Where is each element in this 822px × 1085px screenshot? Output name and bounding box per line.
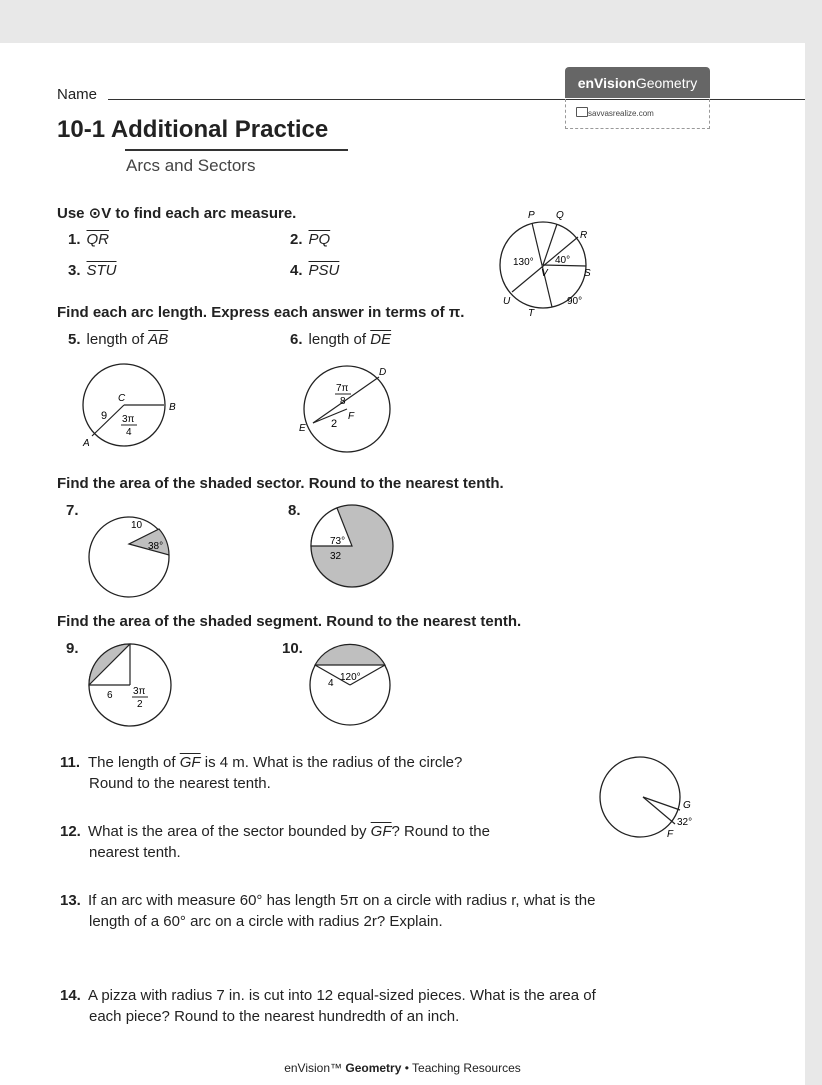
worksheet-page — [0, 43, 805, 1085]
url-text: savvasrealize.com — [588, 109, 654, 118]
page-subtitle: Arcs and Sectors — [126, 156, 256, 175]
angle-73: 73° — [330, 536, 346, 547]
label-B: B — [169, 402, 176, 413]
question-13: 13. If an arc with measure 60° has length 5π on a circle with radius r, what is the length of a 60° arc on a circle with radius 2r? Explain. — [60, 892, 596, 930]
label-D: D — [379, 367, 387, 378]
brand-light: Geometry — [635, 74, 698, 91]
label-C: C — [118, 393, 126, 404]
q2-arc: $\overline{PQ}$ — [308, 231, 331, 248]
question-3 — [68, 262, 117, 279]
q6-num: 6. — [290, 331, 303, 348]
q5-num: 5. — [68, 331, 81, 348]
title-underline — [125, 149, 348, 151]
q8-num: 8. — [288, 502, 301, 519]
label-P: P — [528, 210, 535, 221]
figure-5 — [78, 361, 188, 456]
section1-heading: Use ⊙V to find each arc measure. — [57, 205, 297, 222]
brand-banner — [565, 67, 710, 98]
figure-10 — [308, 643, 398, 733]
q5-text: length of — [86, 331, 149, 348]
figure-8 — [310, 503, 400, 593]
label-F: F — [667, 829, 674, 840]
angle-den: 2 — [137, 699, 143, 710]
angle-120: 120° — [340, 672, 361, 683]
figure-9 — [85, 638, 180, 733]
radius-2: 2 — [331, 418, 338, 430]
figure-11 — [595, 755, 705, 845]
label-F: F — [348, 411, 355, 422]
angle-38: 38° — [148, 541, 164, 552]
section3-heading: Find the area of the shaded sector. Round to the nearest tenth. — [57, 475, 504, 492]
label-G: G — [683, 800, 691, 811]
circle-v-figure — [495, 203, 605, 323]
angle-32: 32° — [677, 817, 693, 828]
angle-num: 7π — [336, 383, 349, 394]
label-R: R — [580, 230, 588, 241]
figure-6 — [295, 361, 405, 461]
question-5 — [68, 331, 168, 348]
q9-num: 9. — [66, 640, 79, 657]
label-T: T — [528, 308, 535, 319]
label-U: U — [503, 296, 511, 307]
radius-10: 10 — [131, 520, 143, 531]
brand-bold: enVision — [577, 74, 636, 91]
question-2 — [290, 231, 330, 248]
radius-6: 6 — [107, 690, 113, 701]
angle-130: 130° — [513, 257, 534, 268]
q1-num: 1. — [68, 231, 81, 248]
angle-den: 8 — [340, 396, 346, 407]
figure-7 — [85, 513, 185, 603]
section2-heading: Find each arc length. Express each answer in terms of π. — [57, 304, 465, 321]
angle-90: 90° — [567, 296, 583, 307]
question-6 — [290, 331, 391, 348]
question-1 — [68, 231, 109, 248]
label-Q: Q — [556, 210, 564, 221]
angle-num: 3π — [122, 414, 135, 425]
question-12: 12. What is the area of the sector bounded by $\overline{GF}$? Round to the nearest tenth. — [60, 823, 490, 861]
name-label: Name — [57, 86, 98, 103]
q10-num: 10. — [282, 640, 303, 657]
diameter-32: 32 — [330, 551, 342, 562]
q6-arc: $\overline{DE}$ — [370, 331, 392, 348]
label-V: V — [541, 268, 548, 279]
question-4 — [290, 262, 339, 279]
angle-num: 3π — [133, 686, 146, 697]
q6-text: length of — [308, 331, 371, 348]
angle-40: 40° — [555, 255, 571, 266]
q5-arc: $\overline{AB}$ — [148, 331, 169, 348]
label-S: S — [584, 268, 591, 279]
q3-arc: $\overline{STU}$ — [86, 262, 117, 279]
laptop-icon — [576, 107, 588, 117]
page-footer: enVision™ Geometry • Teaching Resources — [284, 1061, 521, 1075]
q4-arc: $\overline{PSU}$ — [308, 262, 340, 279]
q3-num: 3. — [68, 262, 81, 279]
radius-4: 4 — [328, 678, 334, 689]
label-A: A — [83, 438, 90, 449]
q1-arc: $\overline{QR}$ — [86, 231, 110, 248]
question-11: 11. The length of $\overline{GF}$ is 4 m. What is the radius of the circle? Round to the nearest tenth. — [60, 754, 463, 792]
section4-heading: Find the area of the shaded segment. Round to the nearest tenth. — [57, 613, 522, 630]
question-14: 14. A pizza with radius 7 in. is cut into 12 equal-sized pieces. What is the area of each piece? Round to the nearest hundredth of an inch. — [60, 987, 596, 1025]
label-E: E — [299, 423, 306, 434]
q2-num: 2. — [290, 231, 303, 248]
q4-num: 4. — [290, 262, 303, 279]
angle-den: 4 — [126, 427, 132, 438]
url-box — [565, 99, 710, 129]
q7-num: 7. — [66, 502, 79, 519]
radius-9: 9 — [101, 410, 108, 422]
page-title: 10-1 Additional Practice — [57, 116, 329, 143]
